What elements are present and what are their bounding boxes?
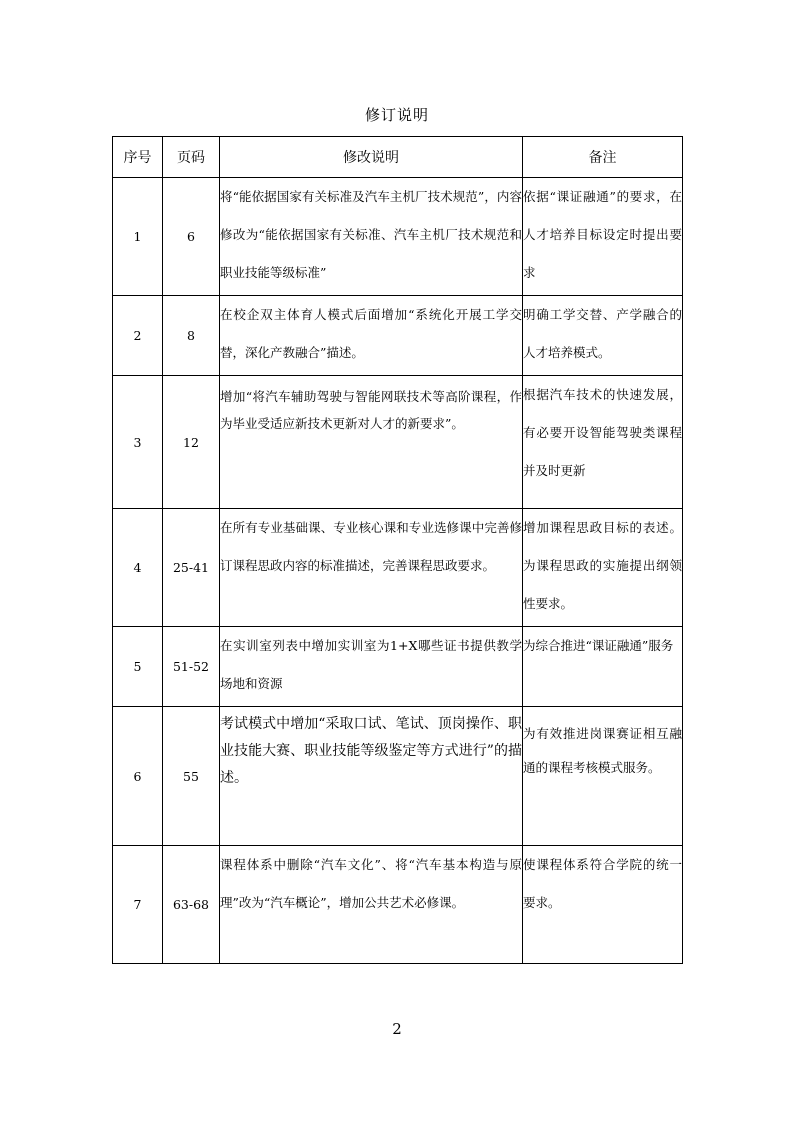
table-row	[113, 846, 683, 964]
row-page: 12	[163, 376, 220, 509]
row-note: 为综合推进“课证融通”服务	[523, 627, 683, 707]
table-row	[113, 376, 683, 509]
header-page: 页码	[163, 137, 220, 178]
header-num: 序号	[113, 137, 163, 178]
row-note: 明确工学交替、产学融合的人才培养模式。	[523, 296, 683, 376]
row-page: 6	[163, 178, 220, 296]
row-note: 增加课程思政目标的表述。为课程思政的实施提出纲领性要求。	[523, 509, 683, 627]
row-num: 5	[113, 627, 163, 707]
table-row	[113, 296, 683, 376]
row-page: 8	[163, 296, 220, 376]
page-number: 2	[392, 1020, 402, 1038]
row-num: 4	[113, 509, 163, 627]
row-desc: 在所有专业基础课、专业核心课和专业选修课中完善修订课程思政内容的标准描述，完善课程思政要求。	[220, 509, 523, 627]
row-page: 25-41	[163, 509, 220, 627]
row-num: 3	[113, 376, 163, 509]
row-num: 2	[113, 296, 163, 376]
row-num: 1	[113, 178, 163, 296]
table-header-row	[113, 137, 683, 178]
table-row	[113, 627, 683, 707]
row-num: 7	[113, 846, 163, 964]
row-note: 依据“课证融通”的要求，在人才培养目标设定时提出要求	[523, 178, 683, 296]
table-row	[113, 178, 683, 296]
header-desc: 修改说明	[220, 137, 523, 178]
revision-table	[112, 136, 683, 964]
row-desc: 考试模式中增加“采取口试、笔试、顶岗操作、职业技能大赛、职业技能等级鉴定等方式进行”的描述。	[220, 707, 523, 846]
header-note: 备注	[523, 137, 683, 178]
row-desc: 在实训室列表中增加实训室为1+X哪些证书提供教学场地和资源	[220, 627, 523, 707]
row-page: 55	[163, 707, 220, 846]
row-desc: 将“能依据国家有关标准及汽车主机厂技术规范”，内容修改为“能依据国家有关标准、汽车主机厂技术规范和职业技能等级标准”	[220, 178, 523, 296]
table-row	[113, 707, 683, 846]
row-note: 使课程体系符合学院的统一要求。	[523, 846, 683, 964]
document-title: 修订说明	[364, 106, 429, 124]
row-page: 51-52	[163, 627, 220, 707]
row-note: 为有效推进岗课赛证相互融通的课程考核模式服务。	[523, 707, 683, 846]
row-desc: 增加“将汽车辅助驾驶与智能网联技术等高阶课程，作为毕业受适应新技术更新对人才的新要求”。	[220, 376, 523, 509]
row-desc: 在校企双主体育人模式后面增加“系统化开展工学交替，深化产教融合”描述。	[220, 296, 523, 376]
row-num: 6	[113, 707, 163, 846]
table-row	[113, 509, 683, 627]
row-note: 根据汽车技术的快速发展，有必要开设智能驾驶类课程并及时更新	[523, 376, 683, 509]
row-page: 63-68	[163, 846, 220, 964]
row-desc: 课程体系中删除“汽车文化”、将“汽车基本构造与原理”改为“汽车概论”，增加公共艺术必修课。	[220, 846, 523, 964]
